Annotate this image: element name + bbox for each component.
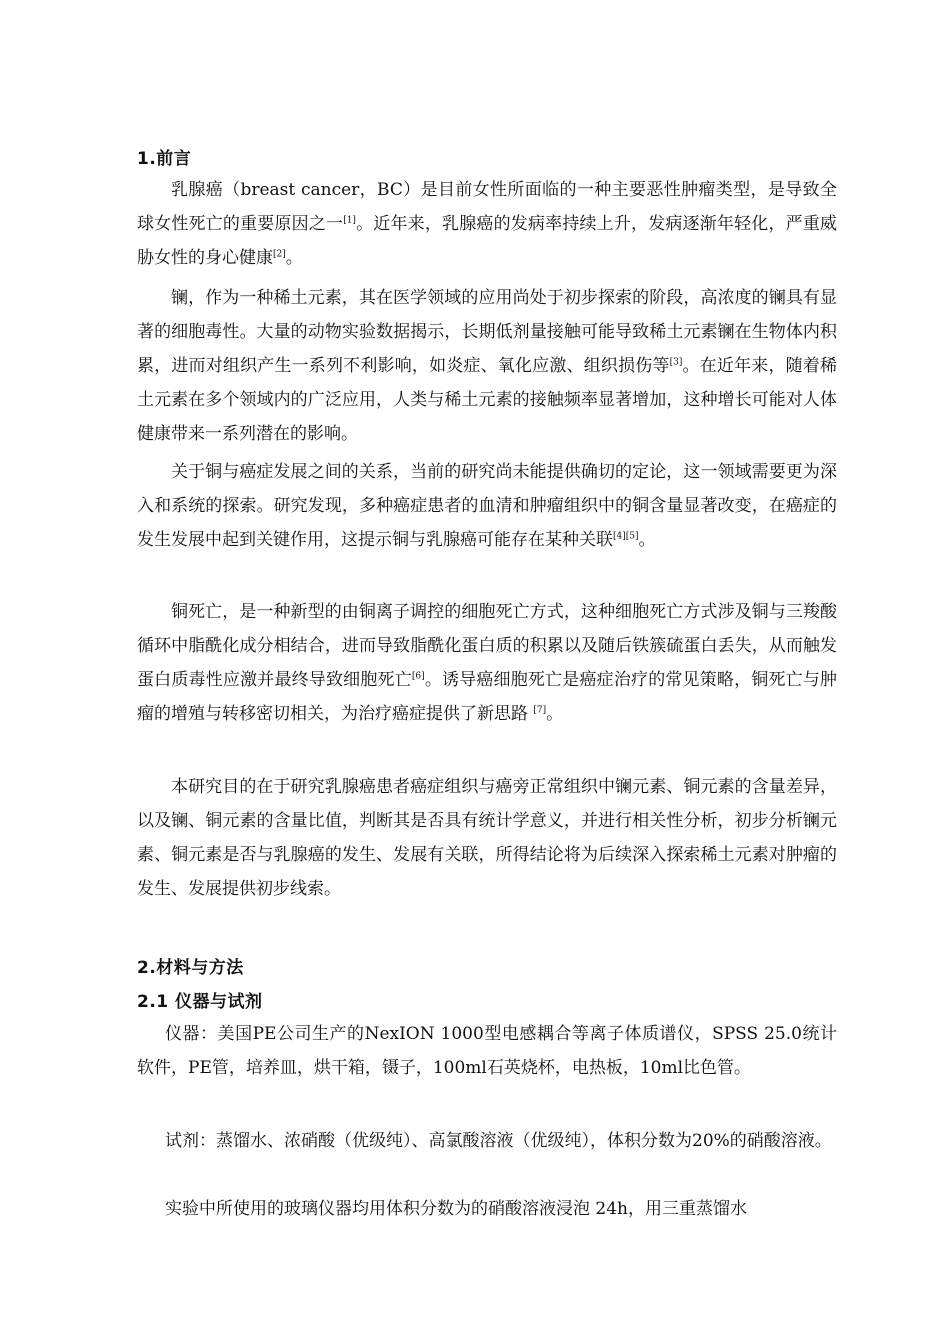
paragraph-intro-3: 关于铜与癌症发展之间的关系，当前的研究尚未能提供确切的定论，这一领域需要更为深入和系统的探索。研究发现，多种癌症患者的血清和肿瘤组织中的铜含量显著改变，在癌症的发生发展中起到关键作用，这提示铜与乳腺癌可能存在某种关联[4][5]。 [137, 462, 837, 550]
section-heading-intro: 1.前言 [137, 149, 192, 169]
citation[interactable]: [6] [411, 671, 425, 682]
paragraph-reagents: 试剂：蒸馏水、浓硝酸（优级纯）、高氯酸溶液（优级纯），体积分数为20%的硝酸溶液。 [165, 1131, 832, 1151]
paragraph-intro-1: 乳腺癌（breast cancer，BC）是目前女性所面临的一种主要恶性肿瘤类型，是导致全球女性死亡的重要原因之一[1]。近年来，乳腺癌的发病率持续上升，发病逐渐年轻化，严重威胁女性的身心健康[2]。 [137, 180, 838, 268]
paragraph-intro-5: 本研究目的在于研究乳腺癌患者癌症组织与癌旁正常组织中镧元素、铜元素的含量差异，以及镧、铜元素的含量比值，判断其是否具有统计学意义，并进行相关性分析，初步分析镧元素、铜元素是否与乳腺癌的发生、发展有关联，所得结论将为后续深入探索稀土元素对肿瘤的发生、发展提供初步线索。 [137, 777, 837, 899]
citation[interactable]: [7] [533, 705, 547, 716]
citation[interactable]: [1] [343, 215, 356, 226]
citation[interactable]: [4][5] [613, 531, 639, 542]
subsection-heading-instruments: 2.1 仪器与试剂 [137, 992, 263, 1012]
paragraph-intro-4: 铜死亡，是一种新型的由铜离子调控的细胞死亡方式，这种细胞死亡方式涉及铜与三羧酸循环中脂酰化成分相结合，进而导致脂酰化蛋白质的积累以及随后铁簇硫蛋白丢失，从而触发蛋白质毒性应激并最终导致细胞死亡[6]。诱导癌细胞死亡是癌症治疗的常见策略，铜死亡与肿瘤的增殖与转移密切相关，为治疗癌症提供了新思路 [7]。 [137, 602, 838, 724]
citation[interactable]: [2] [273, 249, 286, 260]
citation[interactable]: [3] [669, 357, 683, 368]
paragraph-intro-2: 镧，作为一种稀土元素，其在医学领域的应用尚处于初步探索的阶段，高浓度的镧具有显著的细胞毒性。大量的动物实验数据揭示，长期低剂量接触可能导致稀土元素镧在生物体内积累，进而对组织产生一系列不利影响，如炎症、氧化应激、组织损伤等[3]。在近年来，随着稀土元素在多个领域内的广泛应用，人类与稀土元素的接触频率显著增加，这种增长可能对人体健康带来一系列潜在的影响。 [137, 288, 838, 444]
paragraph-instruments: 仪器：美国PE公司生产的NexION 1000型电感耦合等离子体质谱仪，SPSS 25.0统计软件，PE管，培养皿，烘干箱，镊子，100ml石英烧杯，电热板，10ml比色管。 [137, 1024, 837, 1078]
paragraph-glassware: 实验中所使用的玻璃仪器均用体积分数为的硝酸溶液浸泡 24h，用三重蒸馏水 [165, 1199, 747, 1219]
section-heading-methods: 2.材料与方法 [137, 958, 244, 978]
